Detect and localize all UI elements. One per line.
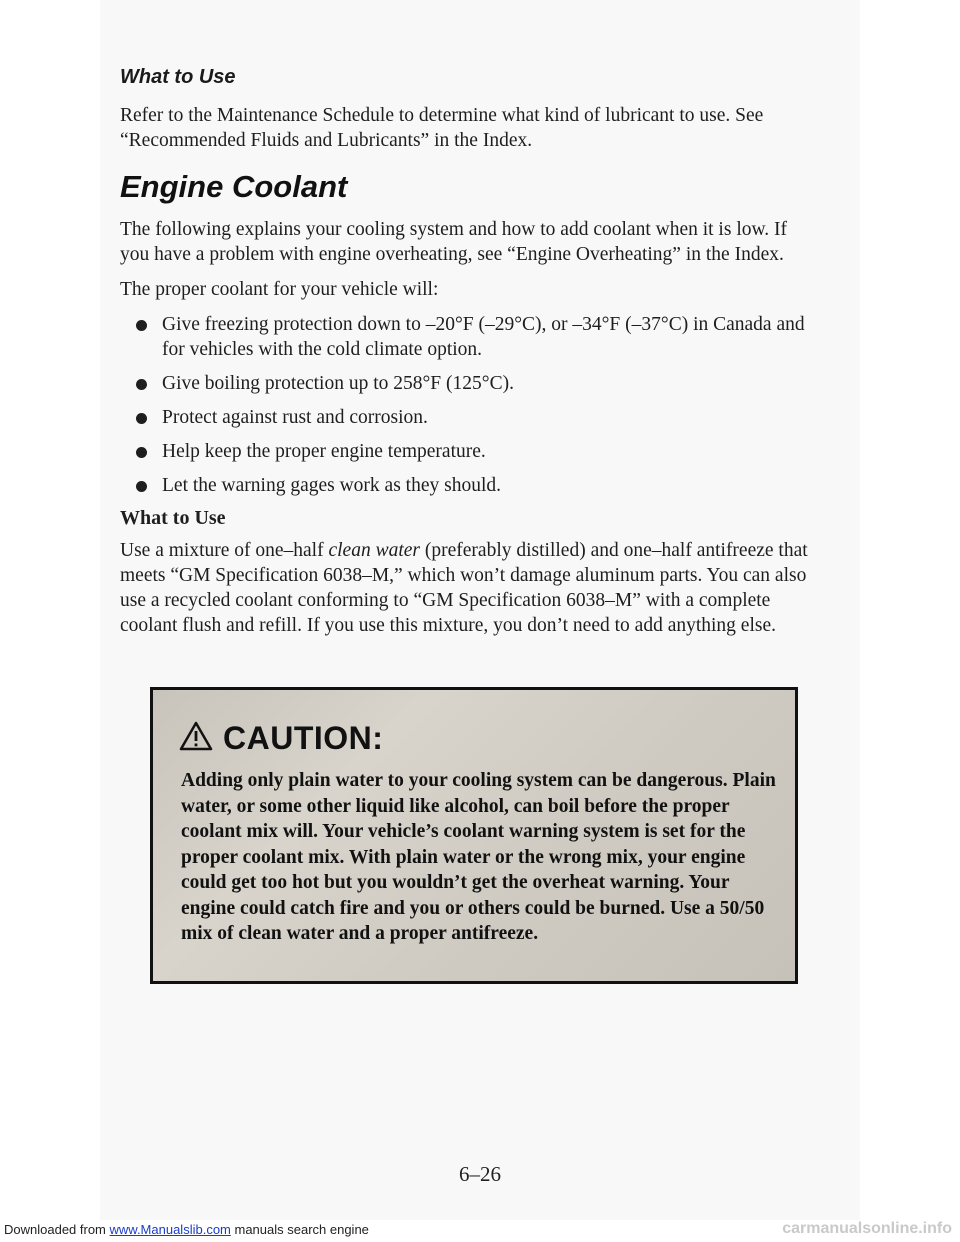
- engine-coolant-title: Engine Coolant: [120, 169, 348, 204]
- caution-text: Adding only plain water to your cooling system can be dangerous. Plain water, or some other liquid like alcohol, can boil before the proper coolant mix will. Your vehicle’s coolant warning system is set for the proper coolant mix. With plain water or the wrong mix, your engine could get too hot but you wouldn’t get the overheat warning. Your engine could catch fire and you or others could be burned. Use a 50/50 mix of clean water and a proper antifreeze.: [181, 770, 776, 944]
- caution-box: [150, 687, 798, 984]
- list-item-text: Let the warning gages work as they should.: [162, 475, 502, 496]
- list-item-text: Give boiling protection up to 258°F (125°C).: [162, 373, 514, 394]
- coolant-benefits-list: [120, 312, 810, 498]
- list-item: [136, 312, 810, 362]
- page-number: 6–26: [459, 1162, 501, 1186]
- coolant-mixture-paragraph: [120, 538, 810, 638]
- page-content: [120, 66, 810, 648]
- coolant-intro-paragraph: The following explains your cooling system and how to add coolant when it is low. If you have a problem with engine overheating, see “Engine Overheating” in the Index.: [120, 219, 788, 265]
- list-item: [136, 439, 810, 464]
- bullet-icon: [136, 481, 147, 492]
- coolant-lead-paragraph: The proper coolant for your vehicle will:: [120, 279, 439, 300]
- list-item-text: Help keep the proper engine temperature.: [162, 441, 486, 462]
- bullet-icon: [136, 413, 147, 424]
- footer-prefix: Downloaded from: [4, 1222, 110, 1237]
- mixture-text-rest: (preferably distilled) and one–half antifreeze that meets “GM Specification 6038–M,” which won’t damage aluminum parts. You can also use a recycled coolant conforming to “GM Specification 6038–M” with a complete coolant flush and refill. If you use this mixture, you don’t need to add anything else.: [120, 540, 808, 636]
- warning-triangle-icon: [179, 721, 213, 756]
- bullet-icon: [136, 447, 147, 458]
- list-item: [136, 405, 810, 430]
- list-item-text: Protect against rust and corrosion.: [162, 407, 428, 428]
- watermark-text: carmanualsonline.info: [782, 1220, 952, 1237]
- download-source-text: [4, 1222, 369, 1237]
- what-to-use-heading: What to Use: [120, 507, 226, 529]
- list-item-text: Give freezing protection down to –20°F (–29°C), or –34°F (–37°C) in Canada and for vehicles with the cold climate option.: [162, 314, 805, 360]
- caution-header: [179, 720, 383, 757]
- what-to-use-heading-top: What to Use: [120, 66, 236, 88]
- footer-bar: [0, 1220, 960, 1242]
- bullet-icon: [136, 379, 147, 390]
- lubricant-paragraph: Refer to the Maintenance Schedule to determine what kind of lubricant to use. See “Recommended Fluids and Lubricants” in the Index.: [120, 105, 764, 151]
- mixture-text-start: Use a mixture of one–half: [120, 540, 329, 561]
- bullet-icon: [136, 320, 147, 331]
- footer-suffix: manuals search engine: [230, 1222, 369, 1237]
- list-item: [136, 371, 810, 396]
- clean-water-emphasis: clean water: [328, 540, 421, 561]
- caution-title: CAUTION:: [223, 720, 384, 756]
- list-item: [136, 473, 810, 498]
- manualslib-link[interactable]: www.Manualslib.com: [109, 1222, 231, 1237]
